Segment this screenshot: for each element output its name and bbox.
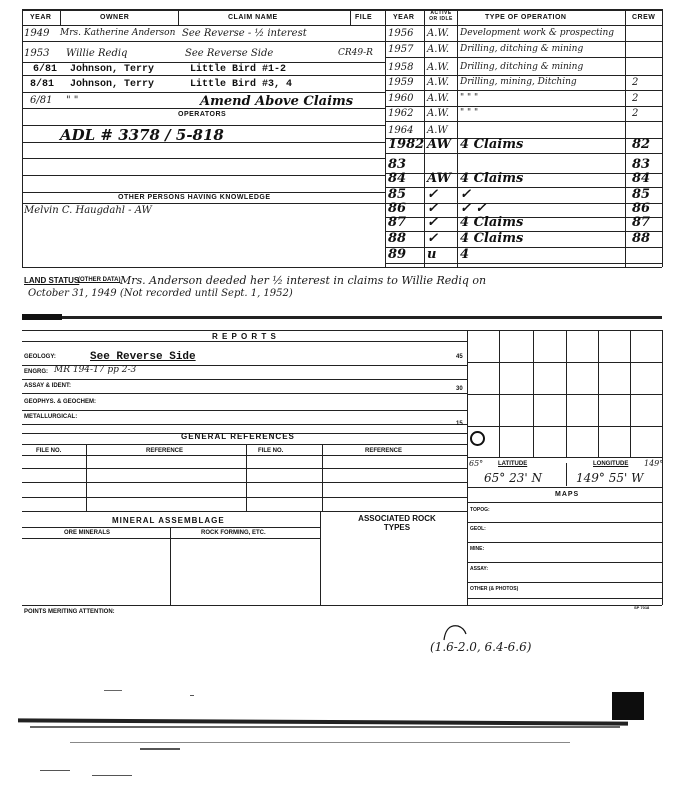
operator-note: ADL # 3378 / 5-818 [60, 126, 224, 144]
ref-col-reference: REFERENCE [146, 448, 184, 454]
operation-year: 1982 [388, 137, 425, 152]
operation-type: 4 Claims [460, 231, 524, 246]
operation-year: 1964 [388, 125, 414, 136]
operation-status: AW [427, 171, 452, 186]
mineral-title: MINERAL ASSEMBLAGE [112, 516, 225, 525]
col-active-idle: ACTIVE OR IDLE [429, 10, 453, 22]
lon-suffix: 149° [644, 459, 664, 468]
other-persons-value: Melvin C. Haugdahl - AW [24, 205, 152, 216]
col-crew: CREW [632, 14, 656, 21]
rock-forming-label: ROCK FORMING, ETC. [201, 530, 266, 536]
operation-crew: 84 [632, 171, 651, 186]
operation-type: 4 Claims [460, 171, 524, 186]
col-file: FILE [355, 14, 373, 21]
operation-status: ✓ [427, 231, 438, 246]
operation-crew: 2 [632, 93, 639, 104]
operation-status: A.W. [427, 44, 450, 55]
operation-status: ✓ [427, 187, 438, 202]
operation-status: AW [427, 137, 452, 152]
points-meriting-label: POINTS MERITING ATTENTION: [24, 609, 115, 615]
operation-year: 87 [388, 215, 407, 230]
location-marker-icon [470, 431, 485, 446]
operation-type: " " " [460, 93, 479, 103]
operation-status: A.W. [427, 93, 450, 104]
engrg-label: ENGRG: [24, 369, 48, 375]
owner-name: Mrs. Katherine Anderson [60, 28, 176, 38]
operation-type: 4 Claims [460, 137, 524, 152]
operation-year: 88 [388, 231, 407, 246]
operation-crew: 2 [632, 77, 639, 88]
operation-type: Drilling, ditching & mining [460, 62, 584, 72]
land-status-sub: (OTHER DATA) [78, 277, 121, 283]
owner-year: 6/81 [33, 64, 58, 75]
land-status-label: LAND STATUS [24, 276, 80, 285]
lat-prefix: 65° [469, 459, 484, 468]
maps-geol: GEOL: [470, 526, 486, 532]
owner-name: " " [66, 95, 79, 106]
operation-year: 1958 [388, 62, 414, 73]
operation-year: 83 [388, 157, 407, 172]
owner-name: Willie Rediq [66, 48, 128, 59]
col-year-2: YEAR [393, 14, 415, 21]
associated-rock-types-label: ASSOCIATED ROCK TYPES [358, 514, 436, 532]
geophys-label: GEOPHYS. & GEOCHEM: [24, 399, 97, 405]
col-owner: OWNER [100, 14, 130, 21]
operation-year: 86 [388, 201, 407, 216]
operation-type: 4 Claims [460, 215, 524, 230]
operation-type: Development work & prospecting [460, 28, 615, 38]
latitude-label: LATITUDE [498, 461, 528, 467]
operation-status: A.W. [427, 28, 450, 39]
scale-30: 30 [456, 386, 463, 392]
operation-crew: 2 [632, 108, 639, 119]
scale-45: 45 [456, 354, 463, 360]
operation-status: A.W. [427, 62, 450, 73]
operation-crew: 85 [632, 187, 651, 202]
other-persons-label: OTHER PERSONS HAVING KNOWLEDGE [118, 194, 271, 201]
land-status-text-2: October 31, 1949 (Not recorded until Sept. 1, 1952) [28, 288, 293, 299]
operation-status: A.W [427, 125, 448, 136]
owner-year: 1949 [24, 28, 50, 39]
operation-type: ✓ [460, 187, 471, 202]
claim-name: See Reverse Side [185, 48, 274, 59]
land-status-text-1: Mrs. Anderson deeded her ½ interest in claims to Willie Rediq on [120, 274, 487, 287]
operation-type: " " " [460, 108, 479, 118]
latitude-value: 65° 23' N [484, 471, 542, 485]
handwritten-note: (1.6-2.0, 6.4-6.6) [430, 640, 532, 654]
ref-col-file-no: FILE NO. [36, 448, 62, 454]
operation-crew: 82 [632, 137, 651, 152]
assay-label: ASSAY & IDENT: [24, 383, 72, 389]
operation-status: u [427, 247, 437, 262]
bracket-mark-icon [440, 620, 470, 642]
maps-other: OTHER (& PHOTOS) [470, 586, 519, 592]
operation-type: Drilling, ditching & mining [460, 44, 584, 54]
file-number: CR49-R [338, 48, 373, 58]
operation-year: 1959 [388, 77, 414, 88]
col-claim-name: CLAIM NAME [228, 14, 278, 21]
operation-status: ✓ [427, 215, 438, 230]
owner-name: Johnson, Terry [70, 79, 155, 90]
operation-year: 85 [388, 187, 407, 202]
col-type-of-operation: TYPE OF OPERATION [485, 14, 567, 21]
operation-crew: 86 [632, 201, 651, 216]
operation-year: 1962 [388, 108, 414, 119]
operation-crew: 88 [632, 231, 651, 246]
geology-label: GEOLOGY: [24, 354, 56, 360]
ref-col-reference-2: REFERENCE [365, 448, 403, 454]
reports-title: R E P O R T S [212, 332, 277, 341]
metallurgical-label: METALLURGICAL: [24, 414, 78, 420]
ore-minerals-label: ORE MINERALS [64, 530, 111, 536]
maps-topog: TOPOG: [470, 507, 490, 513]
owner-year: 6/81 [30, 95, 53, 106]
operation-status: ✓ [427, 201, 438, 216]
longitude-value: 149° 55' W [576, 471, 644, 485]
operation-year: 1957 [388, 44, 414, 55]
geology-value: See Reverse Side [90, 351, 196, 363]
operation-type: 4 [460, 247, 470, 262]
operation-status: A.W. [427, 108, 450, 119]
operation-type: ✓ ✓ [460, 201, 487, 216]
maps-mine: MINE: [470, 546, 485, 552]
maps-assay: ASSAY: [470, 566, 489, 572]
engrg-value: MR 194-17 pp 2-3 [54, 365, 137, 375]
owner-year: 8/81 [30, 79, 55, 90]
operation-crew: 87 [632, 215, 651, 230]
general-refs-title: GENERAL REFERENCES [181, 432, 295, 441]
owner-name: Johnson, Terry [70, 64, 155, 75]
longitude-label: LONGITUDE [593, 461, 629, 467]
operation-type: Drilling, mining, Ditching [460, 77, 577, 87]
operation-year: 84 [388, 171, 407, 186]
maps-title: MAPS [555, 491, 580, 498]
operation-year: 89 [388, 247, 407, 262]
claim-name: Amend Above Claims [200, 94, 354, 109]
owner-year: 1953 [24, 48, 50, 59]
operators-label: OPERATORS [178, 111, 227, 118]
scale-15: 15 [456, 421, 463, 427]
operation-year: 1960 [388, 93, 414, 104]
claim-name: See Reverse - ½ interest [182, 28, 307, 39]
operation-status: A.W. [427, 77, 450, 88]
claim-name: Little Bird #1-2 [190, 64, 287, 75]
claim-name: Little Bird #3, 4 [190, 79, 293, 90]
ref-col-file-no-2: FILE NO. [258, 448, 284, 454]
operation-year: 1956 [388, 28, 414, 39]
form-code: SP 7018 [634, 605, 650, 610]
operation-crew: 83 [632, 157, 651, 172]
col-year: YEAR [30, 14, 52, 21]
